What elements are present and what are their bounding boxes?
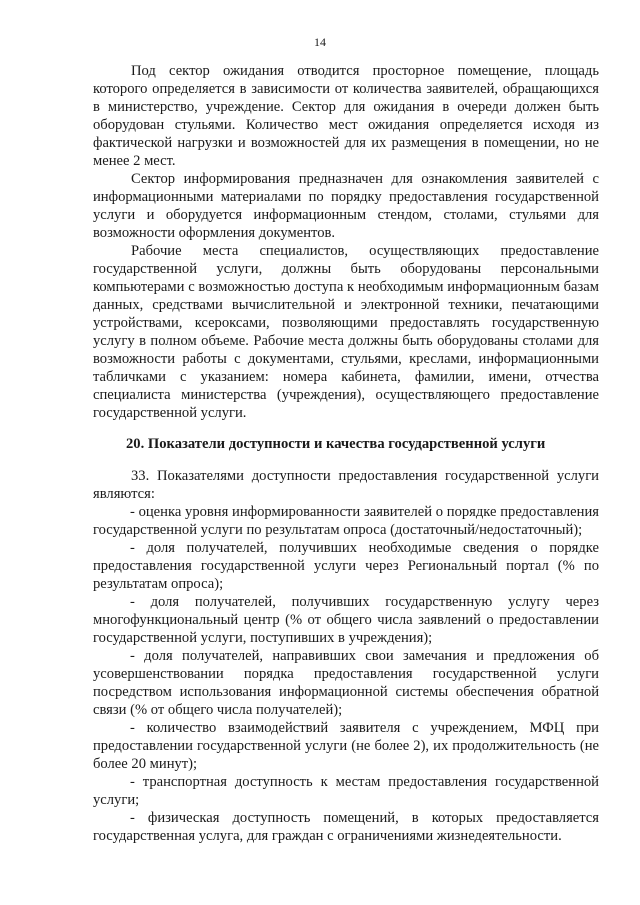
paragraph-information-sector: Сектор информирования предназначен для ознакомления заявителей с информационными материалами по порядку предоставления государственной услуги и оборудуется информационным стендом, столами, стульями для возможности оформления документов. <box>93 171 599 241</box>
paragraph-workplaces: Рабочие места специалистов, осуществляющих предоставление государственной услуги, должны быть оборудованы персональными компьютерами с возможностью доступа к необходимым информационным базам данных, средствами вычислительной и электронной техники, печатающими устройствами, ксероксами, позволяющими предоставлять государственную услугу в полном объеме. Рабочие места должны быть оборудованы столами для возможности работы с документами, стульями, креслами, информационными табличками с указанием: номера кабинета, фамилии, имени, отчества специалиста министерства (учреждения), осуществляющего предоставление государственной услуги. <box>93 243 599 421</box>
list-item: - доля получателей, получивших государственную услугу через многофункциональный центр (% от общего числа заявлений о предоставлении государственной услуги, поступивших в учреждения); <box>93 594 599 646</box>
paragraph-waiting-sector: Под сектор ожидания отводится просторное помещение, площадь которого определяется в зависимости от количества заявителей, обращающихся в министерство, учреждение. Сектор для ожидания в очереди должен быть оборудован стульями. Количество мест ожидания определяется исходя из фактической нагрузки и возможностей для их размещения в помещении, но не менее 2 мест. <box>93 63 599 169</box>
document-body <box>93 62 599 845</box>
list-item: - количество взаимодействий заявителя с учреждением, МФЦ при предоставлении государственной услуги (не более 2), их продолжительность (не более 20 минут); <box>93 720 599 772</box>
list-item: - доля получателей, получивших необходимые сведения о порядке предоставления государственной услуги через Региональный портал (% по результатам опроса); <box>93 540 599 592</box>
page-number: 14 <box>314 35 326 49</box>
paragraph-indicators-intro: 33. Показателями доступности предоставления государственной услуги являются: <box>93 468 599 502</box>
list-item: - транспортная доступность к местам предоставления государственной услуги; <box>93 774 599 808</box>
list-item: - оценка уровня информированности заявителей о порядке предоставления государственной услуги по результатам опроса (достаточный/недостаточный); <box>93 504 599 538</box>
section-heading: 20. Показатели доступности и качества государственной услуги <box>126 436 546 452</box>
list-item: - доля получателей, направивших свои замечания и предложения об усовершенствовании порядка предоставления государственной услуги посредством использования информационной системы обеспечения обратной связи (% от общего числа получателей); <box>93 648 599 718</box>
list-item: - физическая доступность помещений, в которых предоставляется государственная услуга, для граждан с ограничениями жизнедеятельности. <box>93 810 599 844</box>
